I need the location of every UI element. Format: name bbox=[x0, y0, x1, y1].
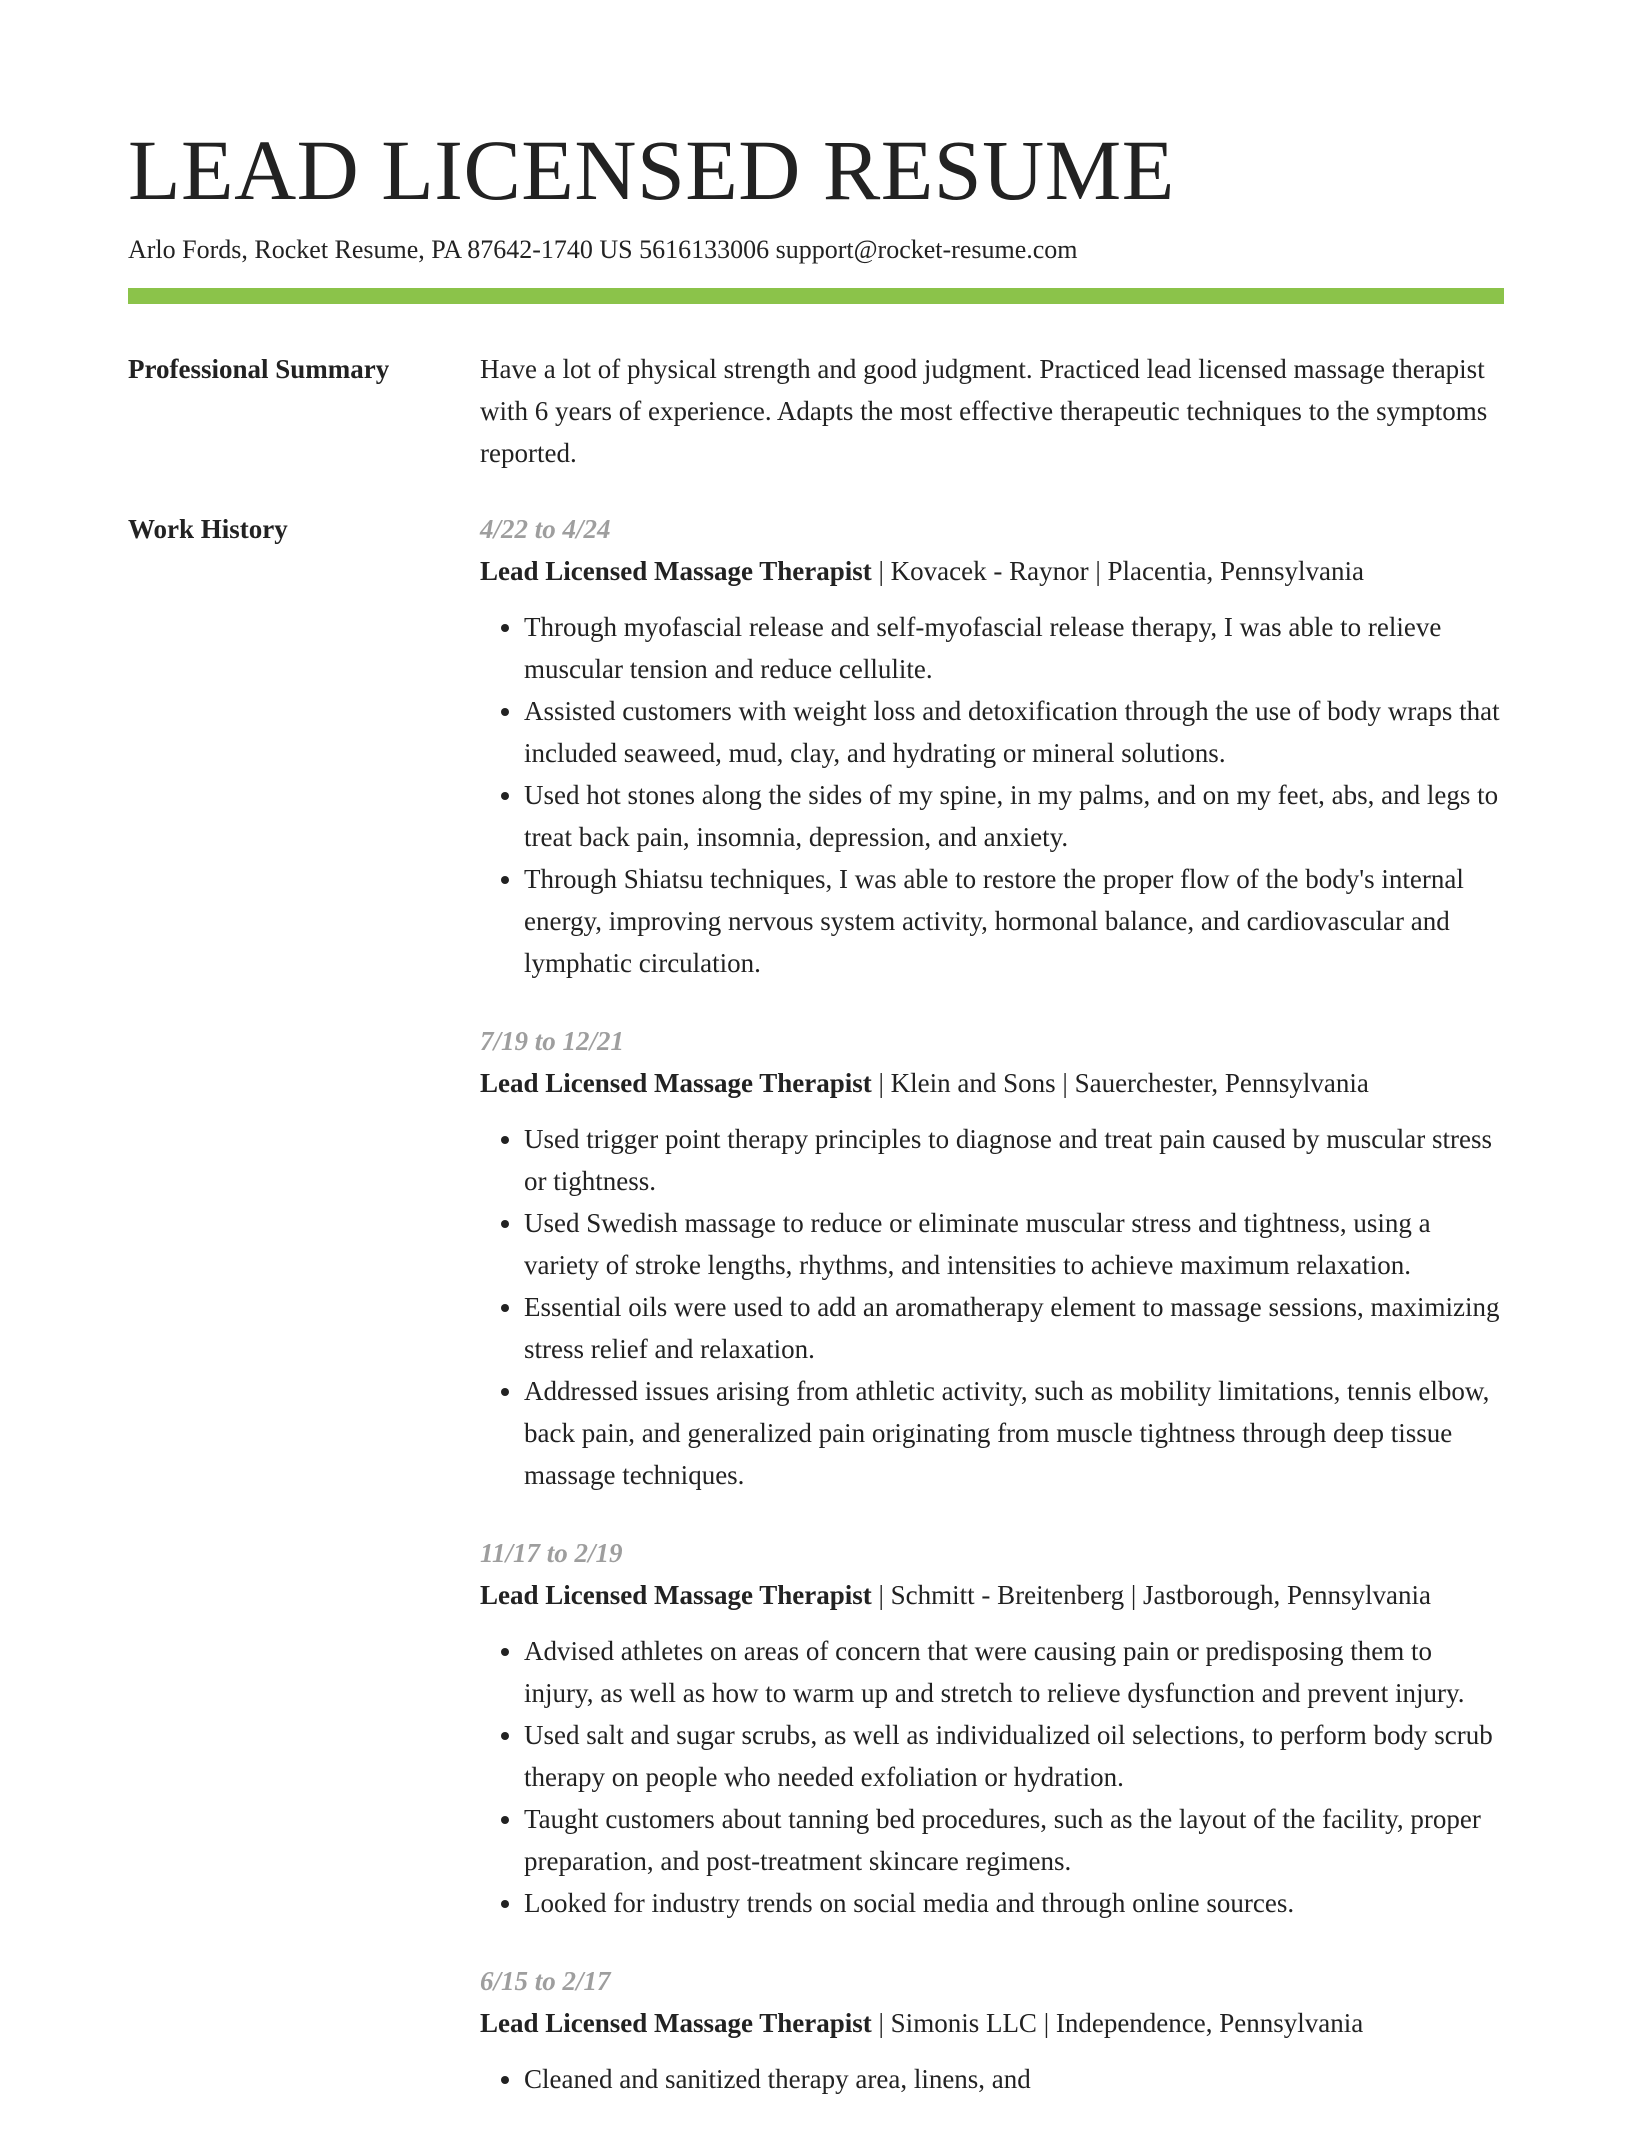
job-bullets bbox=[480, 2058, 1504, 2100]
job-heading bbox=[480, 1062, 1504, 1104]
job-title: Lead Licensed Massage Therapist bbox=[480, 1580, 872, 1610]
job-bullet: • Looked for industry trends on social media and through online sources. bbox=[524, 1882, 1504, 1924]
job-details: | Kovacek - Raynor | Placentia, Pennsylvania bbox=[871, 556, 1364, 586]
job-list bbox=[480, 508, 1504, 2136]
work-history-section bbox=[128, 508, 1504, 2136]
job-details: | Simonis LLC | Independence, Pennsylvania bbox=[871, 2008, 1364, 2038]
job-bullet: • Used hot stones along the sides of my spine, in my palms, and on my feet, abs, and legs to treat back pain, insomnia, depression, and anxiety. bbox=[524, 774, 1504, 858]
job-bullets bbox=[480, 1630, 1504, 1924]
job-bullet: • Assisted customers with weight loss and detoxification through the use of body wraps that included seaweed, mud, clay, and hydrating or mineral solutions. bbox=[524, 690, 1504, 774]
job-bullet: • Addressed issues arising from athletic activity, such as mobility limitations, tennis elbow, back pain, and generalized pain originating from muscle tightness through deep tissue massage techniques. bbox=[524, 1370, 1504, 1496]
job-heading bbox=[480, 550, 1504, 592]
job-bullet: • Used Swedish massage to reduce or eliminate muscular stress and tightness, using a variety of stroke lengths, rhythms, and intensities to achieve maximum relaxation. bbox=[524, 1202, 1504, 1286]
job-bullets bbox=[480, 606, 1504, 984]
job-entry bbox=[480, 1532, 1504, 1924]
job-bullet: • Used trigger point therapy principles to diagnose and treat pain caused by muscular stress or tightness. bbox=[524, 1118, 1504, 1202]
section-label-work: Work History bbox=[128, 514, 288, 544]
job-bullet: • Through myofascial release and self-myofascial release therapy, I was able to relieve muscular tension and reduce cellulite. bbox=[524, 606, 1504, 690]
job-bullet: • Cleaned and sanitized therapy area, linens, and bbox=[524, 2058, 1504, 2100]
job-entry bbox=[480, 1020, 1504, 1496]
job-dates: 4/22 to 4/24 bbox=[480, 514, 611, 544]
contact-line: Arlo Fords, Rocket Resume, PA 87642-1740 US 5616133006 support@rocket-resume.com bbox=[128, 235, 1078, 264]
job-bullet: • Essential oils were used to add an aromatherapy element to massage sessions, maximizing stress relief and relaxation. bbox=[524, 1286, 1504, 1370]
job-dates: 11/17 to 2/19 bbox=[480, 1538, 623, 1568]
section-label-summary: Professional Summary bbox=[128, 354, 390, 384]
job-title: Lead Licensed Massage Therapist bbox=[480, 1068, 872, 1098]
resume-title: LEAD LICENSED RESUME bbox=[128, 122, 1175, 218]
header-divider bbox=[128, 288, 1504, 304]
job-dates: 7/19 to 12/21 bbox=[480, 1026, 625, 1056]
job-bullet: • Through Shiatsu techniques, I was able to restore the proper flow of the body's internal energy, improving nervous system activity, hormonal balance, and cardiovascular and lymphatic circulation. bbox=[524, 858, 1504, 984]
job-heading bbox=[480, 1574, 1504, 1616]
job-entry bbox=[480, 1960, 1504, 2100]
job-title: Lead Licensed Massage Therapist bbox=[480, 556, 872, 586]
job-bullet: • Used salt and sugar scrubs, as well as individualized oil selections, to perform body scrub therapy on people who needed exfoliation or hydration. bbox=[524, 1714, 1504, 1798]
resume-page bbox=[128, 120, 1504, 2136]
job-bullets bbox=[480, 1118, 1504, 1496]
job-dates: 6/15 to 2/17 bbox=[480, 1966, 611, 1996]
job-bullet: • Taught customers about tanning bed procedures, such as the layout of the facility, proper preparation, and post-treatment skincare regimens. bbox=[524, 1798, 1504, 1882]
job-details: | Schmitt - Breitenberg | Jastborough, Pennsylvania bbox=[871, 1580, 1432, 1610]
job-bullet: • Advised athletes on areas of concern that were causing pain or predisposing them to injury, as well as how to warm up and stretch to relieve dysfunction and prevent injury. bbox=[524, 1630, 1504, 1714]
summary-text: Have a lot of physical strength and good judgment. Practiced lead licensed massage therapist with 6 years of experience. Adapts the most effective therapeutic techniques to the symptoms reported. bbox=[480, 354, 1488, 468]
professional-summary-section bbox=[128, 348, 1504, 474]
job-title: Lead Licensed Massage Therapist bbox=[480, 2008, 872, 2038]
job-details: | Klein and Sons | Sauerchester, Pennsylvania bbox=[871, 1068, 1369, 1098]
job-entry bbox=[480, 508, 1504, 984]
job-heading bbox=[480, 2002, 1504, 2044]
